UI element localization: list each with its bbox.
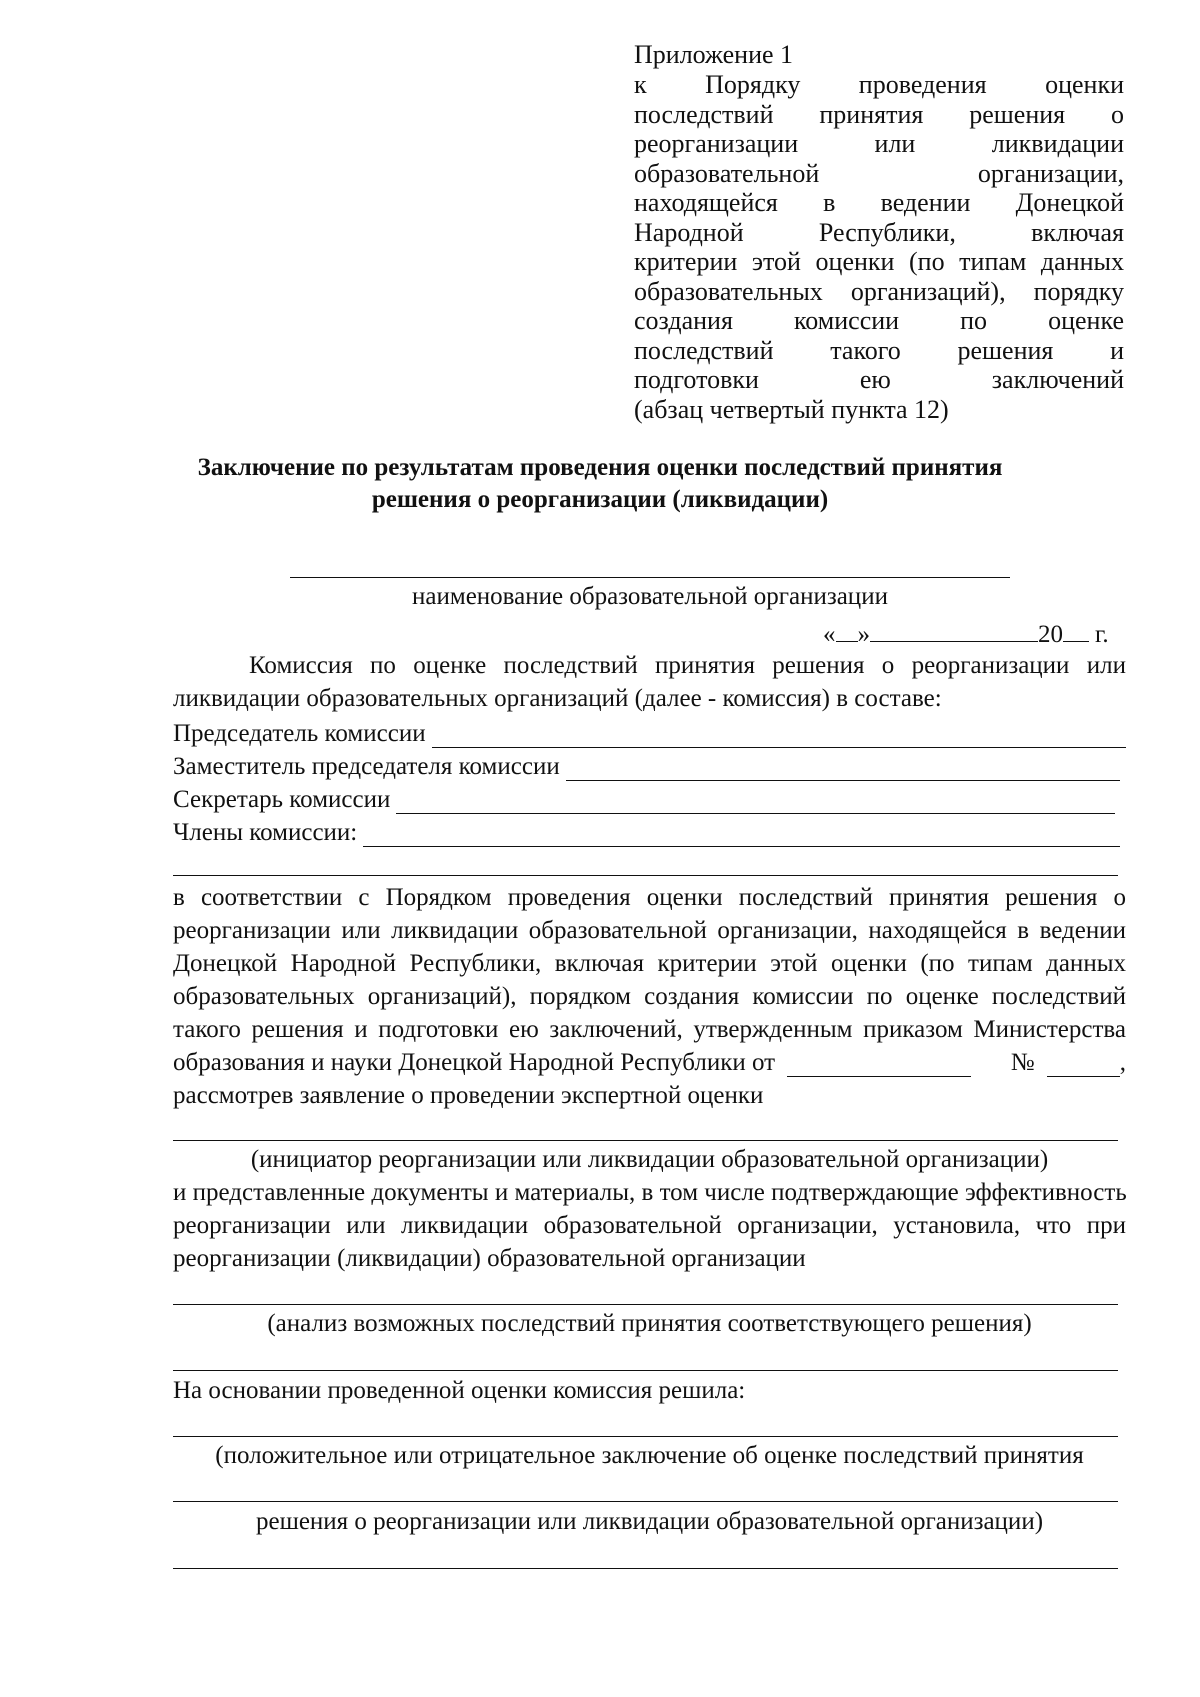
members-row — [173, 817, 1120, 847]
conclusion-caption-1: (положительное или отрицательное заключение об оценке последствий принятия — [215, 1442, 1084, 1469]
commission-intro-line-1: Комиссия по оценке последствий принятия решения о реорганизации или — [249, 652, 1126, 679]
appendix-line: подготовки ею заключений — [634, 365, 1124, 394]
secretary-row — [173, 784, 1115, 814]
deputy-row — [173, 751, 1120, 781]
date-year-prefix: 20 — [1038, 621, 1063, 648]
order-prefix: образования и науки Донецкой Народной Республики от — [173, 1049, 776, 1076]
body-line: Донецкой Народной Республики, включая критерии этой оценки (по типам данных — [173, 950, 1126, 977]
appendix-line: Народной Республики, включая — [634, 217, 1124, 247]
decision-line-2[interactable] — [173, 1501, 1118, 1502]
members-field[interactable] — [363, 824, 1120, 847]
chairman-row — [173, 718, 1126, 748]
members-label: Члены комиссии: — [173, 819, 358, 846]
date-day-field[interactable] — [836, 619, 858, 642]
order-number-field[interactable] — [1047, 1054, 1120, 1077]
title-line-1: Заключение по результатам проведения оценки последствий принятия — [197, 454, 1003, 481]
appendix-line: образовательных организаций), порядку — [634, 276, 1124, 306]
appendix-heading: Приложение 1 — [634, 40, 794, 69]
considered-line: рассмотрев заявление о проведении экспертной оценки — [173, 1082, 764, 1109]
appendix-line: реорганизации или ликвидации — [634, 129, 1124, 158]
appendix-block — [634, 40, 1124, 424]
appendix-reference: (абзац четвертый пункта 12) — [634, 394, 949, 424]
date-year-suffix: г. — [1095, 621, 1109, 648]
decision-line-3[interactable] — [173, 1568, 1118, 1569]
appendix-line: к Порядку проведения оценки — [634, 70, 1124, 99]
body-line: в соответствии с Порядком проведения оценки последствий принятия решения о — [173, 884, 1126, 911]
order-date-field[interactable] — [787, 1054, 971, 1077]
conclusion-caption-2: решения о реорганизации или ликвидации образовательной организации) — [255, 1508, 1044, 1535]
appendix-line: создания комиссии по оценке — [634, 306, 1124, 335]
appendix-line: последствий принятия решения о — [634, 99, 1124, 129]
org-name-caption: наименование образовательной организации — [412, 583, 888, 610]
initiator-caption: (инициатор реорганизации или ликвидации образовательной организации) — [250, 1146, 1049, 1173]
date-line — [823, 619, 1109, 649]
org-name-line[interactable] — [290, 577, 1010, 578]
documents-line-3: реорганизации (ликвидации) образовательной организации — [173, 1245, 806, 1272]
analysis-caption: (анализ возможных последствий принятия соответствующего решения) — [267, 1310, 1032, 1337]
secretary-label: Секретарь комиссии — [173, 786, 391, 813]
analysis-extra-line[interactable] — [173, 1370, 1118, 1371]
chairman-field[interactable] — [432, 725, 1126, 748]
initiator-line[interactable] — [173, 1140, 1118, 1141]
date-month-field[interactable] — [870, 619, 1038, 642]
body-line: такого решения и подготовки ею заключений, утвержденным приказом Министерства — [173, 1016, 1126, 1043]
secretary-field[interactable] — [396, 791, 1115, 814]
appendix-line: образовательной организации, — [634, 158, 1124, 188]
deputy-label: Заместитель председателя комиссии — [173, 753, 560, 780]
title-line-2: решения о реорганизации (ликвидации) — [371, 486, 829, 513]
order-number-sign: № — [1010, 1049, 1035, 1076]
date-year-field[interactable] — [1063, 619, 1089, 642]
date-close-quote: » — [857, 621, 870, 648]
document-title — [150, 452, 1050, 516]
body-line: образовательных организаций), порядком создания комиссии по оценке последствий — [173, 983, 1126, 1010]
date-open-quote: « — [823, 621, 836, 648]
decision-intro: На основании проведенной оценки комиссия решила: — [173, 1377, 746, 1404]
documents-line-1: и представленные документы и материалы, в том числе подтверждающие эффективность — [173, 1179, 1127, 1206]
appendix-line: находящейся в ведении Донецкой — [634, 188, 1124, 217]
order-line — [173, 1048, 1126, 1077]
deputy-field[interactable] — [566, 758, 1120, 781]
analysis-line[interactable] — [173, 1304, 1118, 1305]
decision-line[interactable] — [173, 1436, 1118, 1437]
members-extra-line[interactable] — [173, 875, 1118, 876]
chairman-label: Председатель комиссии — [173, 720, 426, 747]
body-line: реорганизации или ликвидации образовательной организации, находящейся в ведении — [173, 917, 1126, 944]
documents-line-2: реорганизации или ликвидации образовательной организации, установила, что при — [173, 1212, 1126, 1239]
order-comma: , — [1119, 1049, 1126, 1076]
commission-intro-line-2: ликвидации образовательных организаций (далее - комиссия) в составе: — [173, 685, 942, 712]
appendix-line: последствий такого решения и — [634, 335, 1124, 365]
appendix-line: критерии этой оценки (по типам данных — [634, 247, 1124, 276]
